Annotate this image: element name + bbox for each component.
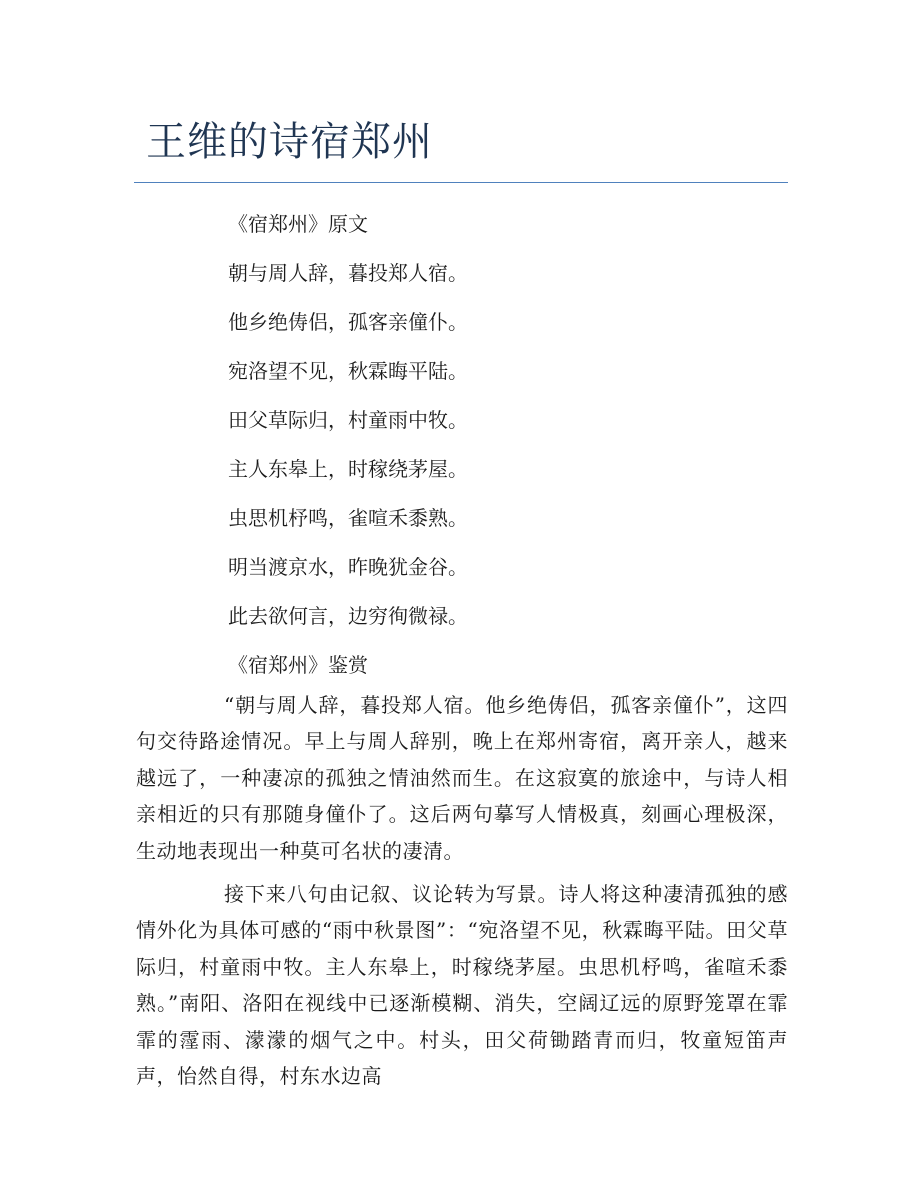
title-divider (134, 182, 788, 183)
poem-line: 他乡绝俦侣，孤客亲僮仆。 (228, 310, 468, 334)
poem-line: 主人东皋上，时稼绕茅屋。 (228, 457, 468, 481)
poem-line: 宛洛望不见，秋霖晦平陆。 (228, 359, 468, 383)
page-title: 王维的诗宿郑州 (146, 119, 433, 165)
poem-line: 此去欲何言，边穷徇微禄。 (228, 604, 468, 628)
poem-text-block (228, 200, 788, 690)
poem-line: 明当渡京水，昨晚犹金谷。 (228, 555, 468, 579)
appreciation-paragraph: “朝与周人辞，暮投郑人宿。他乡绝俦侣，孤客亲僮仆”，这四句交待路途情况。早上与周人辞别，晚上在郑州寄宿，离开亲人，越来越远了，一种凄凉的孤独之情油然而生。在这寂寞的旅途中，与诗人相亲相近的只有那随身僮仆了。这后两句摹写人情极真，刻画心理极深，生动地表现出一种莫可名状的凄清。 (136, 693, 788, 863)
poem-line: 田父草际归，村童雨中牧。 (228, 408, 468, 432)
appreciation-paragraph: 接下来八句由记叙、议论转为写景。诗人将这种凄清孤独的感情外化为具体可感的“雨中秋景图”：“宛洛望不见，秋霖晦平陆。田父草际归，村童雨中牧。主人东皋上，时稼绕茅屋。虫思机杼鸣，雀喧禾黍熟。”南阳、洛阳在视线中已逐渐模糊、消失，空阔辽远的原野笼罩在霏霏的霪雨、濛濛的烟气之中。村头，田父荷锄踏青而归，牧童短笛声声，怡然自得，村东水边高 (136, 882, 788, 1089)
poem-line: 虫思机杼鸣，雀喧禾黍熟。 (228, 506, 468, 530)
section-heading-original: 《宿郑州》原文 (228, 212, 368, 236)
poem-line: 朝与周人辞，暮投郑人宿。 (228, 261, 468, 285)
section-heading-appreciation: 《宿郑州》鉴赏 (228, 653, 368, 677)
